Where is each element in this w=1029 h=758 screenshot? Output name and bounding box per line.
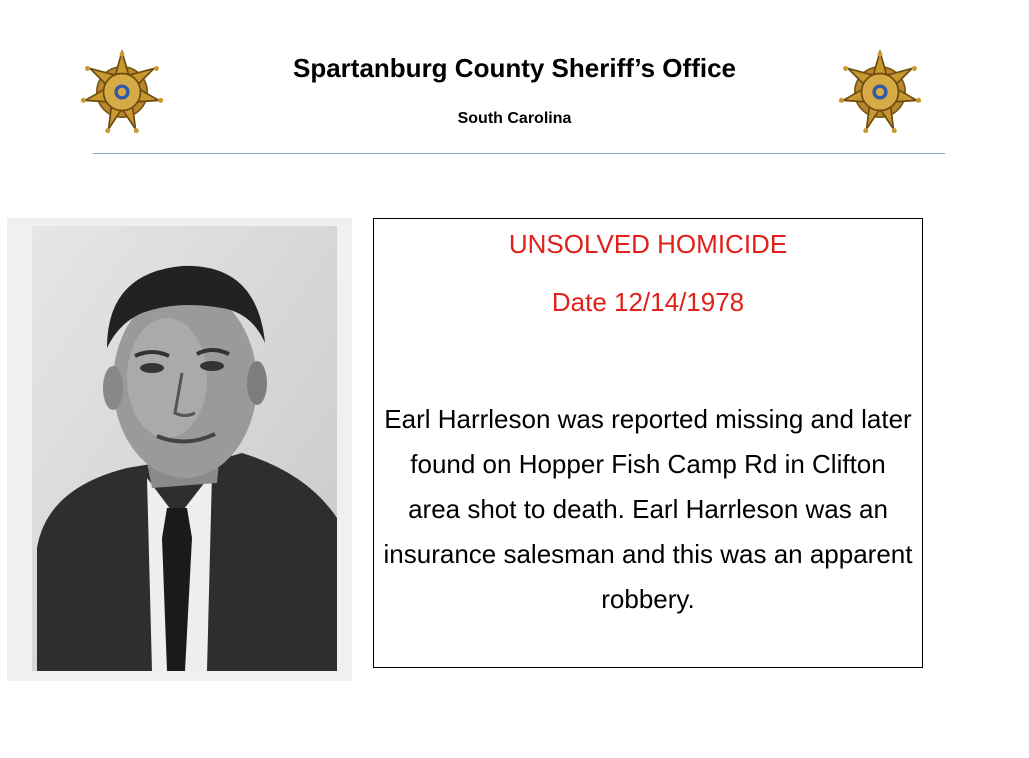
header-divider bbox=[93, 153, 945, 154]
page-subtitle: South Carolina bbox=[457, 110, 572, 127]
case-title: UNSOLVED HOMICIDE bbox=[508, 229, 788, 259]
sheriff-badge-left-icon bbox=[80, 50, 164, 134]
case-description: Earl Harrleson was reported missing and later found on Hopper Fish Camp Rd in Clifton area shot to death. Earl Harrleson was an insurance salesman and this was an apparent robbery. bbox=[383, 404, 913, 614]
sheriff-badge-right-icon bbox=[838, 50, 922, 134]
page-title: Spartanburg County Sheriff’s Office bbox=[293, 53, 736, 83]
case-info-box bbox=[373, 218, 923, 668]
case-date: Date 12/14/1978 bbox=[551, 287, 745, 317]
victim-photo bbox=[7, 218, 352, 681]
